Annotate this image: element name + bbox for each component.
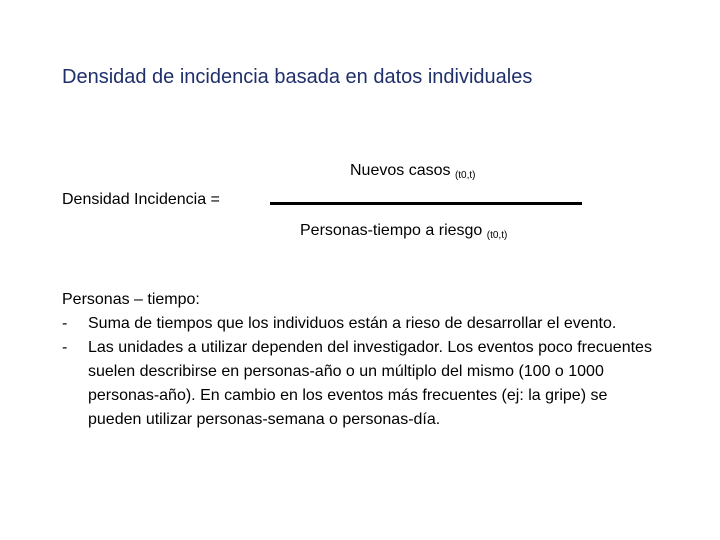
numerator-subscript: (t0,t) xyxy=(454,170,476,181)
list-item-text: Suma de tiempos que los individuos están a rieso de desarrollar el evento. xyxy=(88,315,617,332)
list-marker: - xyxy=(62,339,68,356)
denominator-subscript: (t0,t) xyxy=(486,230,508,241)
list-item-text: Las unidades a utilizar dependen del investigador. Los eventos poco frecuentes suelen describirse en personas-año o un múltiplo del mismo (100 o 1000 personas-año). En cambio en los eventos más frecuentes (ej: la gripe) se pueden utilizar personas-semana o personas-día. xyxy=(88,339,652,428)
list-item xyxy=(62,312,662,336)
formula-denominator xyxy=(300,222,507,241)
denominator-text: Personas-tiempo a riesgo xyxy=(300,222,483,239)
formula-numerator xyxy=(350,162,476,181)
list-marker: - xyxy=(62,315,68,332)
section-heading: Personas – tiempo: xyxy=(62,291,200,308)
numerator-text: Nuevos casos xyxy=(350,162,451,179)
formula-lhs: Densidad Incidencia = xyxy=(62,191,220,208)
definition-section xyxy=(62,288,662,432)
slide-title: Densidad de incidencia basada en datos individuales xyxy=(62,66,533,88)
list-item xyxy=(62,336,662,432)
fraction-bar xyxy=(270,202,582,205)
